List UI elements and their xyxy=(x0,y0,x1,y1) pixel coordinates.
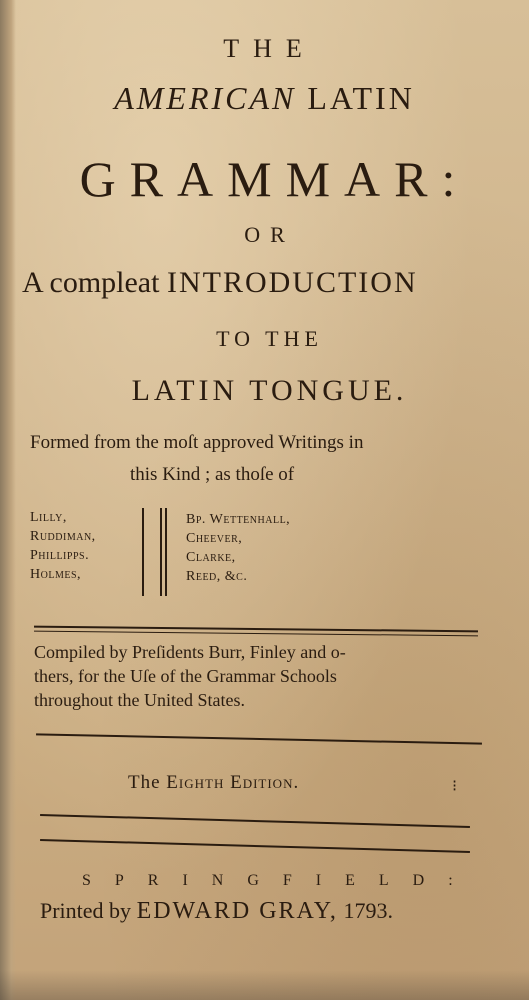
edition-prefix: The xyxy=(128,772,161,793)
compiled-by-text xyxy=(34,640,484,712)
imprint-printer-line xyxy=(40,898,393,925)
edition-caps: Eighth Edition. xyxy=(166,772,300,793)
divider-bar xyxy=(142,508,144,596)
imprint-printer: EDWARD GRAY, xyxy=(136,898,338,924)
author-name: Phillipps. xyxy=(30,548,90,563)
formed-line-2: this Kind ; as thoſe of xyxy=(130,464,295,485)
imprint-year: 1793. xyxy=(343,898,393,923)
subtitle-caps: INTRODUCTION xyxy=(166,266,418,299)
title-grammar: GRAMMAR: xyxy=(79,151,470,207)
horizontal-rule xyxy=(40,839,470,853)
authors-left xyxy=(30,508,96,584)
divider-bar xyxy=(165,508,167,596)
imprint-place: SPRINGFIELD: xyxy=(82,872,477,889)
title-latin: LATIN xyxy=(307,80,415,116)
page-shadow xyxy=(0,970,529,1000)
compiled-line: thers, for the Uſe of the Grammar Schools xyxy=(34,666,337,686)
subtitle-prefix: A compleat xyxy=(22,266,160,299)
author-name: Bp. Wettenhall, xyxy=(186,512,291,527)
divider-bar xyxy=(160,508,162,596)
subtitle-latin-tongue: LATIN TONGUE. xyxy=(131,374,408,407)
printer-mark: ⁝ xyxy=(452,778,458,795)
title-the: THE xyxy=(223,34,316,63)
horizontal-rule xyxy=(36,733,482,744)
edition-text xyxy=(128,772,299,794)
formed-line-1: Formed from the moſt approved Writings in xyxy=(30,432,364,453)
compiled-line: throughout the United States. xyxy=(34,690,245,710)
imprint-printed-by: Printed by xyxy=(40,898,132,923)
author-name: Cheever, xyxy=(186,531,243,546)
author-name: Ruddiman, xyxy=(30,529,96,544)
title-or: OR xyxy=(244,222,295,247)
author-name: Reed, &c. xyxy=(186,569,248,584)
author-name: Clarke, xyxy=(186,550,236,565)
compiled-line: Compiled by Preſidents Burr, Finley and o- xyxy=(34,642,346,662)
author-name: Holmes, xyxy=(30,567,82,582)
title-american: AMERICAN xyxy=(114,80,297,116)
title-american-latin xyxy=(0,80,529,117)
author-name: Lilly, xyxy=(30,510,67,525)
subtitle-introduction xyxy=(22,266,529,300)
subtitle-to-the: TO THE xyxy=(216,326,323,351)
authors-right xyxy=(186,510,290,586)
horizontal-rule xyxy=(40,814,470,828)
